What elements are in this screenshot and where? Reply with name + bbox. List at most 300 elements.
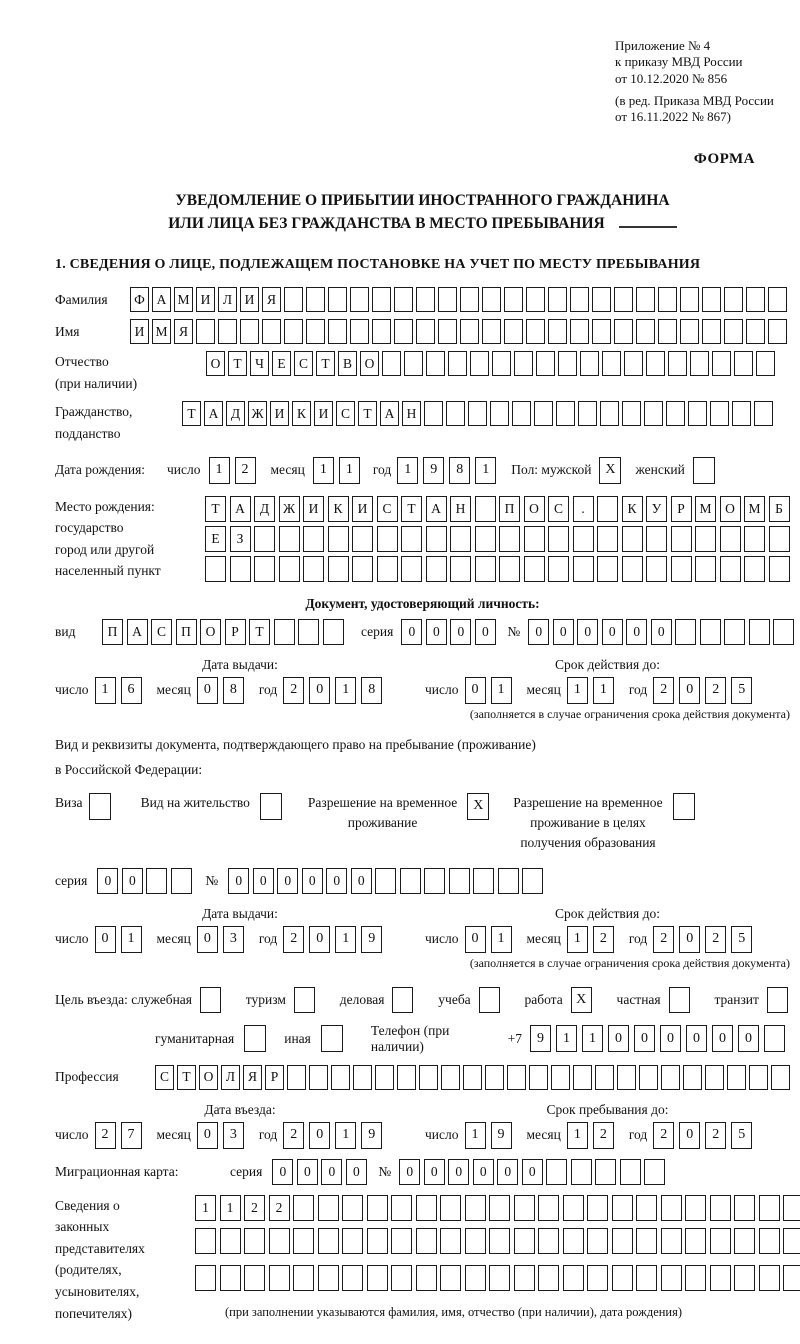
char-cell[interactable] [196,319,215,344]
char-cell[interactable] [514,1265,535,1291]
char-cell[interactable]: . [573,496,594,522]
char-cell[interactable] [759,1228,780,1254]
char-cell[interactable] [504,287,523,312]
char-cell[interactable] [485,1065,504,1090]
char-cell[interactable]: Л [218,287,237,312]
char-cell[interactable]: 0 [401,619,422,645]
char-cell[interactable] [570,287,589,312]
char-cell[interactable] [573,526,594,552]
char-cell[interactable] [536,351,555,376]
char-cell[interactable]: М [695,496,716,522]
char-cell[interactable]: Б [769,496,790,522]
char-cell[interactable] [318,1228,339,1254]
char-cell[interactable]: 0 [424,1159,445,1185]
char-cell[interactable]: 2 [705,1122,726,1149]
char-cell[interactable] [353,1065,372,1090]
char-cell[interactable]: 1 [313,457,334,484]
char-cell[interactable]: 1 [397,457,418,484]
char-cell[interactable]: 7 [121,1122,142,1149]
char-cell[interactable] [724,619,745,645]
char-cell[interactable]: 0 [351,868,372,894]
char-cell[interactable]: 0 [522,1159,543,1185]
char-cell[interactable]: А [204,401,223,426]
char-cell[interactable]: 5 [731,677,752,704]
purpose-study-checkbox[interactable] [479,987,500,1013]
char-cell[interactable] [571,1159,592,1185]
char-cell[interactable]: П [102,619,123,645]
char-cell[interactable] [372,319,391,344]
char-cell[interactable] [401,526,422,552]
char-cell[interactable]: 0 [97,868,118,894]
char-cell[interactable]: 1 [335,1122,356,1149]
char-cell[interactable]: А [426,496,447,522]
char-cell[interactable]: 1 [567,677,588,704]
char-cell[interactable] [636,1228,657,1254]
char-cell[interactable]: 0 [197,677,218,704]
char-cell[interactable] [620,1159,641,1185]
permit-valid-day-input[interactable] [465,926,517,953]
char-cell[interactable] [661,1265,682,1291]
char-cell[interactable] [475,526,496,552]
char-cell[interactable]: 5 [731,926,752,953]
char-cell[interactable]: 1 [567,926,588,953]
permit-valid-year-input[interactable] [653,926,757,953]
char-cell[interactable] [171,868,192,894]
char-cell[interactable] [391,1265,412,1291]
char-cell[interactable]: Р [225,619,246,645]
char-cell[interactable] [293,1265,314,1291]
edu-permit-checkbox[interactable] [673,793,695,820]
char-cell[interactable] [720,556,741,582]
char-cell[interactable]: О [199,1065,218,1090]
char-cell[interactable]: С [151,619,172,645]
surname-input[interactable] [130,287,790,312]
doc-issue-month-input[interactable] [197,677,249,704]
char-cell[interactable] [534,401,553,426]
char-cell[interactable] [489,1265,510,1291]
char-cell[interactable]: 2 [283,1122,304,1149]
char-cell[interactable] [524,526,545,552]
char-cell[interactable] [489,1228,510,1254]
char-cell[interactable]: 2 [235,457,256,484]
char-cell[interactable]: 1 [195,1195,216,1221]
char-cell[interactable]: 2 [283,677,304,704]
char-cell[interactable]: 0 [326,868,347,894]
char-cell[interactable] [597,496,618,522]
char-cell[interactable] [551,1065,570,1090]
char-cell[interactable]: 0 [228,868,249,894]
patronymic-input[interactable] [206,351,778,376]
char-cell[interactable] [548,556,569,582]
char-cell[interactable]: С [377,496,398,522]
char-cell[interactable] [465,1265,486,1291]
char-cell[interactable]: С [155,1065,174,1090]
doc-valid-year-input[interactable] [653,677,757,704]
char-cell[interactable] [705,1065,724,1090]
char-cell[interactable] [449,868,470,894]
char-cell[interactable] [440,1265,461,1291]
char-cell[interactable] [724,319,743,344]
char-cell[interactable]: Т [401,496,422,522]
char-cell[interactable] [710,1228,731,1254]
char-cell[interactable] [744,556,765,582]
char-cell[interactable] [328,556,349,582]
char-cell[interactable]: 0 [679,677,700,704]
char-cell[interactable]: 9 [361,926,382,953]
char-cell[interactable]: 1 [335,677,356,704]
char-cell[interactable] [639,1065,658,1090]
char-cell[interactable] [220,1228,241,1254]
char-cell[interactable] [614,287,633,312]
permit-issue-year-input[interactable] [283,926,387,953]
char-cell[interactable]: Я [243,1065,262,1090]
permit-issue-day-input[interactable] [95,926,147,953]
entry-year-input[interactable] [283,1122,387,1149]
char-cell[interactable] [563,1195,584,1221]
char-cell[interactable] [367,1265,388,1291]
char-cell[interactable]: Т [228,351,247,376]
char-cell[interactable] [306,287,325,312]
char-cell[interactable] [195,1265,216,1291]
char-cell[interactable]: 1 [491,926,512,953]
char-cell[interactable] [529,1065,548,1090]
char-cell[interactable]: Ч [250,351,269,376]
char-cell[interactable] [350,319,369,344]
char-cell[interactable]: 0 [473,1159,494,1185]
char-cell[interactable] [220,1265,241,1291]
profession-input[interactable] [155,1065,793,1090]
char-cell[interactable] [624,351,643,376]
char-cell[interactable] [646,351,665,376]
char-cell[interactable]: Д [226,401,245,426]
char-cell[interactable]: 0 [577,619,598,645]
char-cell[interactable]: 2 [653,1122,674,1149]
char-cell[interactable]: 1 [475,457,496,484]
char-cell[interactable] [416,1265,437,1291]
char-cell[interactable] [749,619,770,645]
char-cell[interactable] [749,1065,768,1090]
char-cell[interactable] [440,1195,461,1221]
doc-issue-day-input[interactable] [95,677,147,704]
char-cell[interactable] [732,401,751,426]
char-cell[interactable] [644,401,663,426]
char-cell[interactable]: И [303,496,324,522]
char-cell[interactable] [426,526,447,552]
purpose-tourism-checkbox[interactable] [294,987,315,1013]
char-cell[interactable] [303,526,324,552]
char-cell[interactable]: 9 [361,1122,382,1149]
doc-valid-month-input[interactable] [567,677,619,704]
char-cell[interactable]: 0 [660,1025,681,1052]
purpose-other-checkbox[interactable] [321,1025,343,1052]
char-cell[interactable]: Т [316,351,335,376]
char-cell[interactable]: М [152,319,171,344]
char-cell[interactable] [367,1195,388,1221]
char-cell[interactable] [783,1265,800,1291]
char-cell[interactable]: 6 [121,677,142,704]
char-cell[interactable] [702,287,721,312]
char-cell[interactable]: 2 [593,1122,614,1149]
char-cell[interactable] [284,287,303,312]
permit-series-input[interactable] [97,868,195,894]
char-cell[interactable] [538,1195,559,1221]
char-cell[interactable]: 1 [567,1122,588,1149]
char-cell[interactable]: 0 [528,619,549,645]
char-cell[interactable]: 1 [95,677,116,704]
purpose-business-checkbox[interactable] [392,987,413,1013]
char-cell[interactable] [391,1195,412,1221]
char-cell[interactable]: Е [205,526,226,552]
char-cell[interactable] [514,1228,535,1254]
char-cell[interactable]: 0 [309,926,330,953]
char-cell[interactable]: Т [182,401,201,426]
char-cell[interactable]: С [548,496,569,522]
char-cell[interactable]: В [338,351,357,376]
char-cell[interactable] [416,319,435,344]
char-cell[interactable] [394,287,413,312]
char-cell[interactable] [475,556,496,582]
char-cell[interactable] [274,619,295,645]
purpose-private-checkbox[interactable] [669,987,690,1013]
char-cell[interactable] [526,287,545,312]
char-cell[interactable] [622,526,643,552]
char-cell[interactable]: 0 [321,1159,342,1185]
char-cell[interactable] [254,556,275,582]
char-cell[interactable]: Р [265,1065,284,1090]
char-cell[interactable]: Я [262,287,281,312]
char-cell[interactable]: И [352,496,373,522]
char-cell[interactable] [279,556,300,582]
char-cell[interactable] [450,526,471,552]
char-cell[interactable] [416,287,435,312]
char-cell[interactable] [328,526,349,552]
birth-month-input[interactable] [313,457,365,484]
permit-number-input[interactable] [228,868,547,894]
char-cell[interactable] [473,868,494,894]
char-cell[interactable]: 8 [361,677,382,704]
char-cell[interactable] [489,1195,510,1221]
char-cell[interactable]: И [314,401,333,426]
char-cell[interactable]: М [744,496,765,522]
char-cell[interactable] [514,351,533,376]
char-cell[interactable]: 0 [497,1159,518,1185]
char-cell[interactable] [269,1228,290,1254]
char-cell[interactable] [514,1195,535,1221]
char-cell[interactable]: 3 [223,1122,244,1149]
char-cell[interactable] [426,556,447,582]
char-cell[interactable]: 2 [593,926,614,953]
char-cell[interactable] [558,351,577,376]
char-cell[interactable]: И [270,401,289,426]
char-cell[interactable]: 1 [121,926,142,953]
char-cell[interactable] [661,1065,680,1090]
char-cell[interactable] [394,319,413,344]
char-cell[interactable] [382,351,401,376]
char-cell[interactable]: 0 [448,1159,469,1185]
char-cell[interactable] [683,1065,702,1090]
stay-day-input[interactable] [465,1122,517,1149]
char-cell[interactable]: 1 [220,1195,241,1221]
char-cell[interactable]: 2 [653,926,674,953]
char-cell[interactable] [416,1228,437,1254]
char-cell[interactable] [636,1195,657,1221]
char-cell[interactable]: С [294,351,313,376]
char-cell[interactable] [507,1065,526,1090]
char-cell[interactable]: 0 [475,619,496,645]
char-cell[interactable]: 2 [653,677,674,704]
char-cell[interactable] [298,619,319,645]
char-cell[interactable]: 0 [651,619,672,645]
char-cell[interactable] [666,401,685,426]
char-cell[interactable]: 2 [95,1122,116,1149]
char-cell[interactable] [375,1065,394,1090]
char-cell[interactable]: 0 [302,868,323,894]
char-cell[interactable]: Ф [130,287,149,312]
phone-input[interactable] [530,1025,790,1052]
char-cell[interactable]: 0 [465,677,486,704]
char-cell[interactable] [419,1065,438,1090]
char-cell[interactable] [465,1228,486,1254]
char-cell[interactable]: П [176,619,197,645]
entry-day-input[interactable] [95,1122,147,1149]
char-cell[interactable]: О [720,496,741,522]
char-cell[interactable] [205,556,226,582]
char-cell[interactable]: Ж [248,401,267,426]
char-cell[interactable]: Н [402,401,421,426]
char-cell[interactable]: К [292,401,311,426]
char-cell[interactable] [279,526,300,552]
stay-month-input[interactable] [567,1122,619,1149]
char-cell[interactable] [397,1065,416,1090]
char-cell[interactable] [293,1228,314,1254]
char-cell[interactable] [592,319,611,344]
doc-series-input[interactable] [401,619,499,645]
char-cell[interactable] [400,868,421,894]
char-cell[interactable] [734,1195,755,1221]
char-cell[interactable] [727,1065,746,1090]
char-cell[interactable] [744,526,765,552]
char-cell[interactable] [617,1065,636,1090]
char-cell[interactable] [724,287,743,312]
char-cell[interactable]: 2 [705,926,726,953]
char-cell[interactable] [746,287,765,312]
char-cell[interactable]: 0 [253,868,274,894]
char-cell[interactable]: З [230,526,251,552]
char-cell[interactable] [391,1228,412,1254]
char-cell[interactable]: 0 [465,926,486,953]
char-cell[interactable] [448,351,467,376]
char-cell[interactable] [426,351,445,376]
char-cell[interactable] [441,1065,460,1090]
char-cell[interactable] [563,1228,584,1254]
char-cell[interactable]: 0 [712,1025,733,1052]
birthplace-input-line3[interactable] [205,556,793,582]
char-cell[interactable]: 0 [553,619,574,645]
char-cell[interactable]: 2 [705,677,726,704]
char-cell[interactable]: 1 [593,677,614,704]
char-cell[interactable] [492,351,511,376]
char-cell[interactable] [526,319,545,344]
char-cell[interactable] [323,619,344,645]
char-cell[interactable] [695,556,716,582]
char-cell[interactable] [522,868,543,894]
givenname-input[interactable] [130,319,790,344]
char-cell[interactable] [734,351,753,376]
char-cell[interactable] [490,401,509,426]
char-cell[interactable]: 0 [426,619,447,645]
char-cell[interactable]: 8 [223,677,244,704]
residence-permit-checkbox[interactable] [260,793,282,820]
char-cell[interactable] [504,319,523,344]
char-cell[interactable] [287,1065,306,1090]
char-cell[interactable] [573,1065,592,1090]
char-cell[interactable]: 0 [608,1025,629,1052]
char-cell[interactable] [685,1265,706,1291]
char-cell[interactable] [563,1265,584,1291]
char-cell[interactable] [318,1265,339,1291]
char-cell[interactable]: Т [205,496,226,522]
char-cell[interactable] [498,868,519,894]
char-cell[interactable] [440,1228,461,1254]
char-cell[interactable] [424,401,443,426]
char-cell[interactable]: 2 [283,926,304,953]
char-cell[interactable] [685,1195,706,1221]
char-cell[interactable] [512,401,531,426]
entry-month-input[interactable] [197,1122,249,1149]
char-cell[interactable] [375,868,396,894]
char-cell[interactable] [771,1065,790,1090]
char-cell[interactable] [342,1265,363,1291]
char-cell[interactable] [600,401,619,426]
char-cell[interactable] [546,1159,567,1185]
char-cell[interactable] [475,496,496,522]
purpose-transit-checkbox[interactable] [767,987,788,1013]
char-cell[interactable]: П [499,496,520,522]
char-cell[interactable]: К [622,496,643,522]
migration-series-input[interactable] [272,1159,370,1185]
char-cell[interactable] [570,319,589,344]
char-cell[interactable] [658,287,677,312]
sex-female-checkbox[interactable] [693,457,715,484]
char-cell[interactable]: 0 [634,1025,655,1052]
char-cell[interactable] [438,319,457,344]
char-cell[interactable]: 0 [679,926,700,953]
char-cell[interactable] [244,1265,265,1291]
char-cell[interactable]: Т [177,1065,196,1090]
char-cell[interactable] [328,287,347,312]
char-cell[interactable] [499,556,520,582]
char-cell[interactable] [783,1228,800,1254]
char-cell[interactable] [768,287,787,312]
char-cell[interactable] [450,556,471,582]
purpose-official-checkbox[interactable] [200,987,221,1013]
char-cell[interactable] [463,1065,482,1090]
char-cell[interactable] [350,287,369,312]
char-cell[interactable] [548,526,569,552]
char-cell[interactable] [468,401,487,426]
char-cell[interactable] [309,1065,328,1090]
char-cell[interactable] [482,287,501,312]
char-cell[interactable]: 2 [244,1195,265,1221]
char-cell[interactable]: У [646,496,667,522]
char-cell[interactable]: 1 [209,457,230,484]
char-cell[interactable]: 9 [423,457,444,484]
char-cell[interactable]: 2 [269,1195,290,1221]
char-cell[interactable] [470,351,489,376]
char-cell[interactable]: Р [671,496,692,522]
char-cell[interactable] [712,351,731,376]
birthplace-input-line2[interactable] [205,526,793,552]
